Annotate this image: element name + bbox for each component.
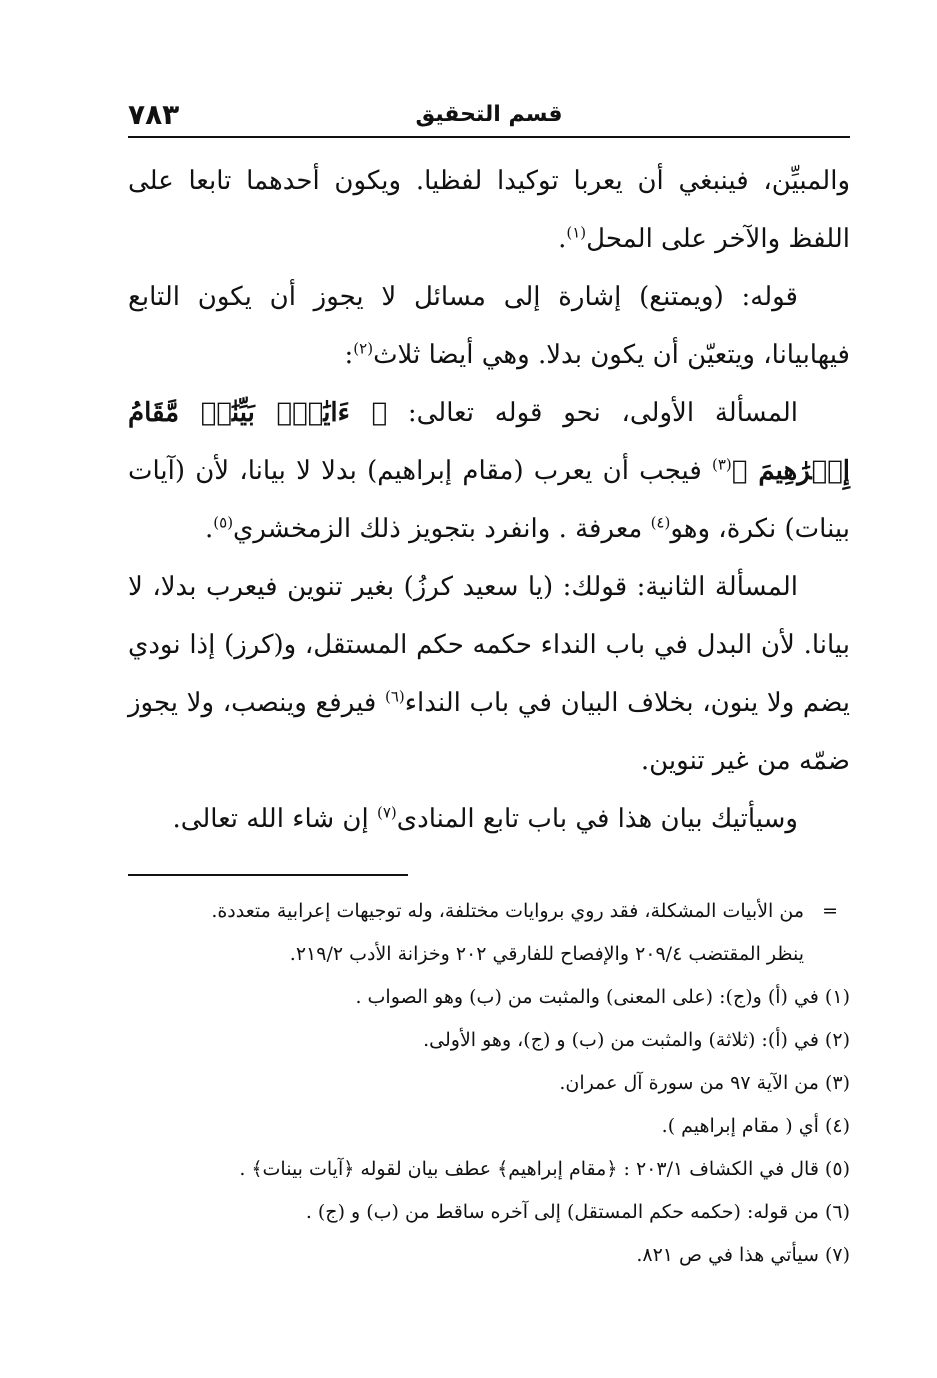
text-run: قوله: (ويمتنع) إشارة إلى مسائل لا يجوز أن يكون التابع فيهابيانا، ويتعيّن أن يكون بدلا. وهي أيضا ثلاث	[128, 282, 850, 370]
footnote-ref: (٥)	[213, 513, 234, 532]
footnote-1: (١) في (أ) و(ج): (على المعنى) والمثبت من (ب) وهو الصواب .	[355, 986, 850, 1008]
text-run: إن شاء الله تعالى.	[172, 804, 377, 834]
footnote-ref: (١)	[566, 223, 587, 242]
footnote-7: (٧) سيأتي هذا في ص ٨٢١.	[636, 1244, 850, 1266]
text-run: المسألة الأولى، نحو قوله تعالى:	[387, 398, 799, 428]
main-text	[128, 152, 850, 848]
footnote-continuation	[128, 890, 850, 976]
quran-verse: ﴿ ءَايَٰتُۢ بَيِّنَٰتٞ مَّقَامُ إِبۡرَٰهِيمَ ﴾	[128, 398, 850, 486]
paragraph-1	[128, 152, 850, 268]
footnotes	[128, 890, 850, 1277]
footnote-5: (٥) قال في الكشاف ٢٠٣/١ : ﴿مقام إبراهيم﴾ عطف بيان لقوله ﴿آيات بينات﴾ .	[239, 1158, 850, 1180]
footnote-ref: (٣)	[711, 455, 732, 474]
footnote-4: (٤) أي ( مقام إبراهيم ).	[661, 1115, 850, 1137]
continuation-mark: =	[822, 900, 838, 922]
book-page	[128, 96, 850, 1277]
text-run: فيجب أن يعرب (مقام إبراهيم) بدلا لا بيانا، لأن (آيات بينات) نكرة، وهو	[128, 456, 850, 544]
footnote-ref: (٧)	[377, 803, 397, 822]
footnote-ref: (٢)	[353, 339, 374, 358]
text-run: والمبيِّن، فينبغي أن يعربا توكيدا لفظيا. ويكون أحدهما تابعا على اللفظ والآخر على المحل	[128, 166, 850, 254]
footnote-6: (٦) من قوله: (حكمه حكم المستقل) إلى آخره ساقط من (ب) و (ج) .	[305, 1201, 850, 1223]
text-run: وسيأتيك بيان هذا في باب تابع المنادى	[396, 804, 798, 834]
page-header	[128, 96, 850, 138]
section-title: قسم التحقيق	[415, 102, 563, 127]
text-run: :	[344, 340, 354, 370]
footnote-continuation-line: من الأبيات المشكلة، فقد روي بروايات مختلفة، وله توجيهات إعرابية متعددة.	[211, 900, 804, 922]
paragraph-3	[128, 384, 850, 558]
text-run: فيرفع وينصب، ولا يجوز ضمّه من غير تنوين.	[128, 688, 850, 776]
paragraph-5	[128, 790, 850, 848]
text-run: معرفة . وانفرد بتجويز ذلك الزمخشري	[233, 514, 651, 544]
paragraph-2	[128, 268, 850, 384]
paragraph-4	[128, 558, 850, 790]
footnote-3: (٣) من الآية ٩٧ من سورة آل عمران.	[559, 1072, 850, 1094]
footnote-separator	[128, 874, 408, 876]
footnote-2: (٢) في (أ): (ثلاثة) والمثبت من (ب) و (ج)، وهو الأولى.	[423, 1029, 850, 1051]
footnote-ref: (٦)	[385, 687, 405, 706]
footnote-continuation-line: ينظر المقتضب ٢٠٩/٤ والإفصاح للفارقي ٢٠٢ وخزانة الأدب ٢١٩/٢.	[289, 943, 804, 965]
footnote-ref: (٤)	[650, 513, 671, 532]
text-run: المسألة الثانية: قولك: (يا سعيد كرزُ) بغير تنوين فيعرب بدلا، لا بيانا. لأن البدل في باب النداء حكمه حكم المستقل، و(كرز) إذا نودي يضم ولا ينون، بخلاف البيان في باب النداء	[128, 572, 850, 718]
page-number: ٧٨٣	[128, 98, 180, 131]
text-run: .	[205, 514, 214, 544]
text-run: .	[558, 224, 567, 254]
